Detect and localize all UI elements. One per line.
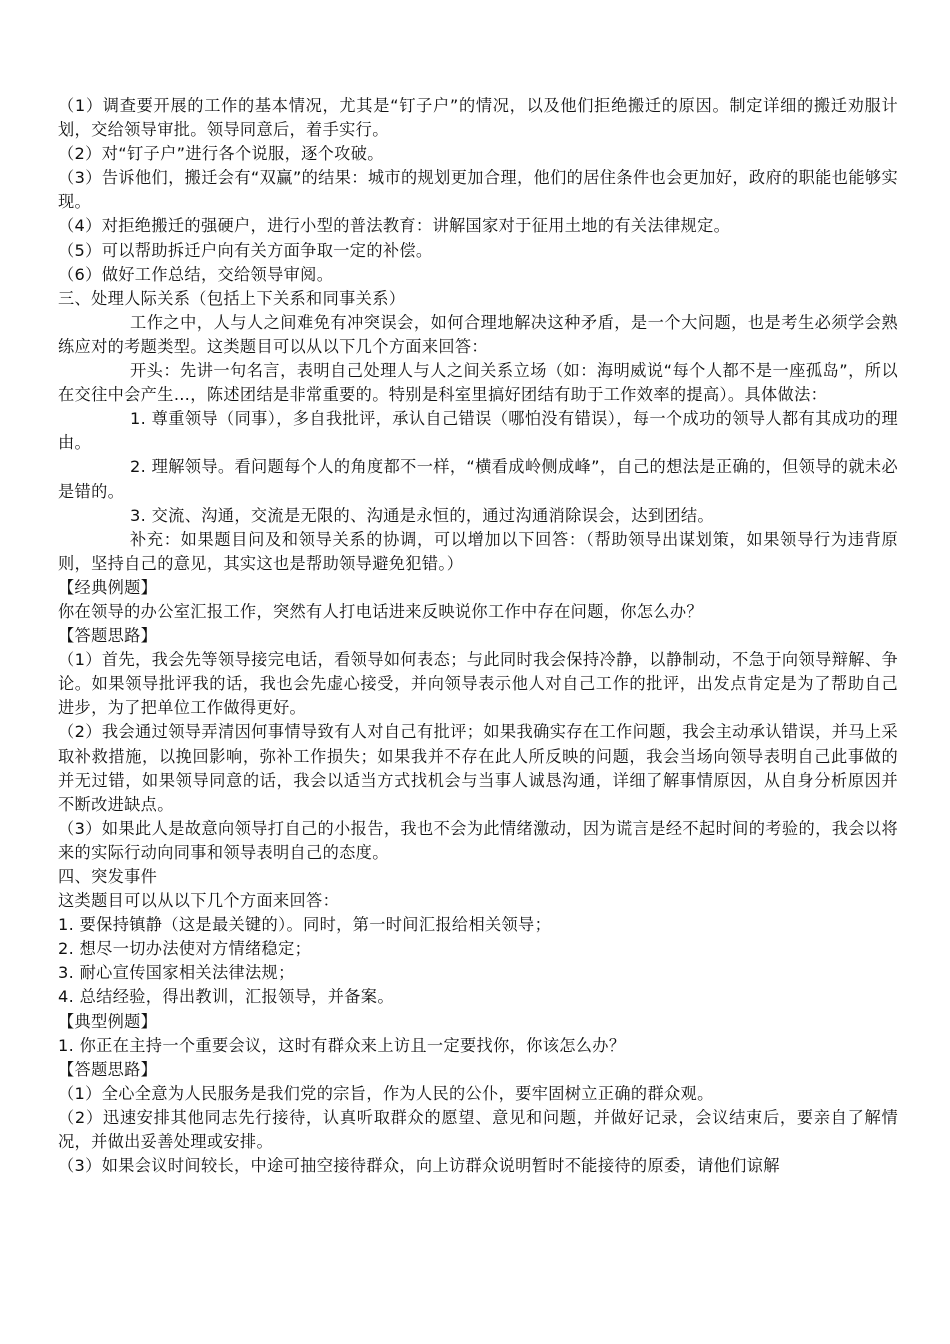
subsection-label: 【典型例题】 xyxy=(58,1011,158,1031)
document-body xyxy=(58,94,898,1178)
subsection-label: 【经典例题】 xyxy=(58,577,158,597)
list-item: 3. 耐心宣传国家相关法律法规； xyxy=(58,963,295,983)
paragraph: （1）全心全意为人民服务是我们党的宗旨，作为人民的公仆，要牢固树立正确的群众观。 xyxy=(58,1083,714,1103)
subsection-label: 【答题思路】 xyxy=(58,1059,158,1079)
paragraph: （3）如果会议时间较长，中途可抽空接待群众，向上访群众说明暂时不能接待的原委，请他们谅解 xyxy=(58,1156,780,1176)
paragraph: （6）做好工作总结，交给领导审阅。 xyxy=(58,264,334,284)
paragraph: （5）可以帮助拆迁户向有关方面争取一定的补偿。 xyxy=(58,240,433,260)
paragraph: （2）我会通过领导弄清因何事情导致有人对自己有批评；如果我确实存在工作问题，我会主动承认错误，并马上采取补救措施，以挽回影响，弥补工作损失；如果我并不存在此人所反映的问题，我会当场向领导表明自己此事做的并无过错，如果领导同意的话，我会以适当方式找机会与当事人诚恳沟通，详细了解事情原因，从自身分析原因并不断改进缺点。 xyxy=(58,722,898,814)
question: 你在领导的办公室汇报工作，突然有人打电话进来反映说你工作中存在问题，你怎么办？ xyxy=(58,601,703,621)
list-item: 3. 交流、沟通，交流是无限的、沟通是永恒的，通过沟通消除误会，达到团结。 xyxy=(130,505,714,525)
paragraph: （3）如果此人是故意向领导打自己的小报告，我也不会为此情绪激动，因为谎言是经不起时间的考验的，我会以将来的实际行动向同事和领导表明自己的态度。 xyxy=(58,818,898,862)
list-item: 4. 总结经验，得出教训，汇报领导，并备案。 xyxy=(58,987,394,1007)
paragraph: （4）对拒绝搬迁的强硬户，进行小型的普法教育：讲解国家对于征用土地的有关法律规定。 xyxy=(58,216,731,236)
paragraph: （1）调查要开展的工作的基本情况，尤其是“钉子户”的情况，以及他们拒绝搬迁的原因。制定详细的搬迁劝服计划，交给领导审批。领导同意后，着手实行。 xyxy=(58,96,898,140)
section-heading: 三、处理人际关系（包括上下关系和同事关系） xyxy=(58,288,406,308)
paragraph: （2）对“钉子户”进行各个说服，逐个攻破。 xyxy=(58,144,384,164)
paragraph: （2）迅速安排其他同志先行接待，认真听取群众的愿望、意见和问题，并做好记录，会议结束后，要亲自了解情况，并做出妥善处理或安排。 xyxy=(58,1107,898,1152)
section-heading: 四、突发事件 xyxy=(58,867,158,886)
paragraph: 补充：如果题目问及和领导关系的协调，可以增加以下回答：（帮助领导出谋划策，如果领导行为违背原则，坚持自己的意见，其实这也是帮助领导避免犯错。） xyxy=(58,529,898,573)
list-item: 2. 想尽一切办法使对方情绪稳定； xyxy=(58,939,312,959)
list-item: 2. 理解领导。看问题每个人的角度都不一样，“横看成岭侧成峰”，自己的想法是正确的，但领导的就未必是错的。 xyxy=(58,457,898,501)
paragraph: （1）首先，我会先等领导接完电话，看领导如何表态；与此同时我会保持冷静，以静制动，不急于向领导辩解、争论。如果领导批评我的话，我也会先虚心接受，并向领导表示他人对自己工作的批评，出发点肯定是为了帮助自己进步，为了把单位工作做得更好。 xyxy=(58,650,898,718)
subsection-label: 【答题思路】 xyxy=(58,626,158,646)
paragraph: 这类题目可以从以下几个方面来回答： xyxy=(58,891,340,911)
paragraph: 开头：先讲一句名言，表明自己处理人与人之间关系立场（如：海明威说“每个人都不是一座孤岛”，所以在交往中会产生…，陈述团结是非常重要的。特别是科室里搞好团结有助于工作效率的提高）。具体做法： xyxy=(58,361,898,405)
paragraph: 工作之中，人与人之间难免有冲突误会，如何合理地解决这种矛盾，是一个大问题，也是考生必须学会熟练应对的考题类型。这类题目可以从以下几个方面来回答： xyxy=(58,312,898,356)
question: 1. 你正在主持一个重要会议，这时有群众来上访且一定要找你，你该怎么办？ xyxy=(58,1035,626,1055)
list-item: 1. 尊重领导（同事），多自我批评，承认自己错误（哪怕没有错误），每一个成功的领导人都有其成功的理由。 xyxy=(58,409,898,453)
list-item: 1. 要保持镇静（这是最关键的）。同时，第一时间汇报给相关领导； xyxy=(58,915,552,935)
paragraph: （3）告诉他们，搬迁会有“双赢”的结果：城市的规划更加合理，他们的居住条件也会更加好，政府的职能也能够实现。 xyxy=(58,168,898,212)
